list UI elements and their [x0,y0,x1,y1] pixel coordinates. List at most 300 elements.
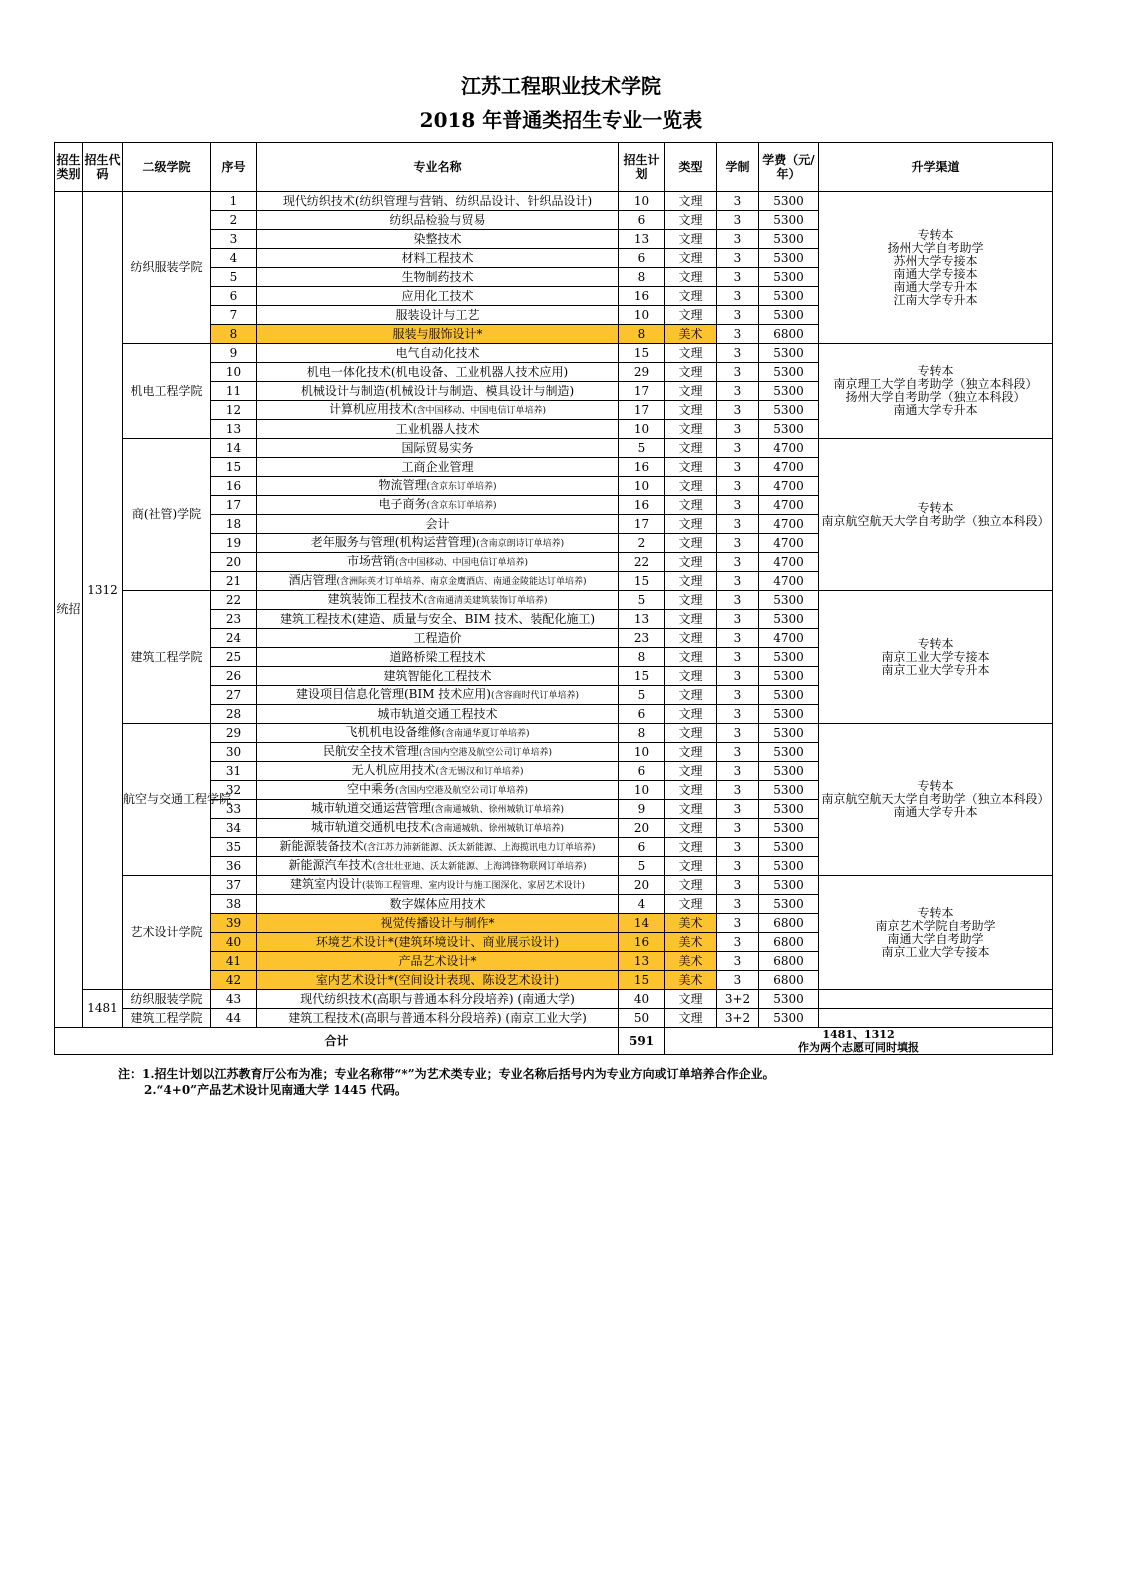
seq-cell: 7 [211,306,257,325]
path-cell [819,876,1053,990]
duration-cell: 3 [717,648,759,667]
seq-cell: 15 [211,458,257,477]
path-cell [819,192,1053,344]
fee-cell: 5300 [759,344,819,363]
fee-cell: 5300 [759,781,819,800]
type-cell: 文理 [665,819,717,838]
major-name: 数字媒体应用技术 [389,896,486,911]
header-type: 类型 [665,143,717,192]
seq-cell: 25 [211,648,257,667]
footnote-2: 2.“4+0”产品艺术设计见南通大学 1445 代码。 [144,1083,407,1097]
path-line: 扬州大学自考助学（独立本科段） [845,390,1026,404]
major-cell [257,724,619,743]
path-line: 南京工业大学专升本 [881,662,990,677]
plan-cell: 15 [619,572,665,591]
plan-cell: 10 [619,306,665,325]
major-cell [257,306,619,325]
admission-table [54,142,1053,1055]
major-cell [257,1009,619,1028]
duration-cell: 3 [717,876,759,895]
type-cell: 文理 [665,306,717,325]
major-name: 材料工程技术 [401,250,474,265]
major-cell [257,249,619,268]
path-line: 江南大学专升本 [893,292,978,307]
major-name: 产品艺术设计* [398,953,477,968]
plan-cell: 17 [619,401,665,420]
seq-cell: 23 [211,610,257,629]
seq-cell: 36 [211,857,257,876]
type-cell: 文理 [665,990,717,1009]
major-cell [257,610,619,629]
header-code: 招生代码 [83,143,123,192]
seq-cell: 13 [211,420,257,439]
major-name: 城市轨道交通运营管理 [310,800,431,815]
duration-cell: 3 [717,724,759,743]
type-cell: 文理 [665,534,717,553]
major-note: (含中国移动、中国电信订单培养) [412,405,547,416]
table-row [55,724,1053,743]
duration-cell: 3 [717,230,759,249]
major-note: (含壮壮亚迪、沃太新能源、上海鸿锋物联网订单培养) [372,861,587,872]
major-cell [257,572,619,591]
major-name: 道路桥梁工程技术 [389,649,486,664]
major-name: 应用化工技术 [401,288,474,303]
duration-cell: 3 [717,895,759,914]
fee-cell: 5300 [759,990,819,1009]
fee-cell: 5300 [759,401,819,420]
path-cell [819,439,1053,591]
duration-cell: 3 [717,496,759,515]
code-cell: 1312 [83,192,123,990]
major-cell [257,914,619,933]
duration-cell: 3 [717,268,759,287]
duration-cell: 3 [717,534,759,553]
major-cell [257,230,619,249]
total-label: 合计 [55,1028,619,1055]
major-cell [257,420,619,439]
duration-cell: 3 [717,401,759,420]
category-cell: 统招 [55,192,83,1028]
major-note: (含容商时代订单培养) [491,690,580,701]
path-line: 南京理工大学自考助学（独立本科段） [833,377,1038,391]
seq-cell: 37 [211,876,257,895]
seq-cell: 30 [211,743,257,762]
type-cell: 文理 [665,268,717,287]
fee-cell: 4700 [759,458,819,477]
major-cell [257,363,619,382]
major-note: (含无锡汉和订单培养) [435,766,524,777]
major-cell [257,268,619,287]
major-name: 市场营销 [346,553,395,568]
major-cell [257,439,619,458]
duration-cell: 3 [717,344,759,363]
major-name: 老年服务与管理(机构运营管理) [310,534,477,549]
major-name: 现代纺织技术(高职与普通本科分段培养) (南通大学) [300,991,575,1006]
duration-cell: 3 [717,477,759,496]
major-name: 会计 [425,516,450,531]
table-row [55,344,1053,363]
major-note: (含京东订单培养) [426,500,497,511]
header-row [55,143,1053,192]
fee-cell: 4700 [759,515,819,534]
fee-cell: 4700 [759,496,819,515]
major-note: (含国内空港及航空公司订单培养) [418,747,553,758]
type-cell: 文理 [665,762,717,781]
path-line: 南京工业大学专接本 [881,944,990,959]
path-line: 专转本 [917,364,954,378]
duration-cell: 3 [717,610,759,629]
path-line: 专转本 [917,905,954,920]
plan-cell: 10 [619,477,665,496]
path-line: 专转本 [917,500,954,515]
path-line: 南京航空航天大学自考助学（独立本科段） [821,513,1050,528]
plan-cell: 8 [619,268,665,287]
type-cell: 美术 [665,971,717,990]
seq-cell: 6 [211,287,257,306]
fee-cell: 5300 [759,686,819,705]
fee-cell: 5300 [759,382,819,401]
major-cell [257,496,619,515]
path-line: 南通大学专接本 [893,266,978,281]
type-cell: 文理 [665,363,717,382]
duration-cell: 3 [717,325,759,344]
major-cell [257,971,619,990]
plan-cell: 15 [619,971,665,990]
fee-cell: 5300 [759,667,819,686]
total-note-2: 作为两个志愿可同时填报 [798,1041,919,1054]
major-cell [257,952,619,971]
major-cell [257,667,619,686]
seq-cell: 14 [211,439,257,458]
duration-cell: 3 [717,287,759,306]
path-line: 扬州大学自考助学 [887,240,984,255]
plan-cell: 16 [619,287,665,306]
plan-cell: 8 [619,325,665,344]
duration-cell: 3 [717,306,759,325]
header-category: 招生类别 [55,143,83,192]
fee-cell: 5300 [759,705,819,724]
plan-cell: 6 [619,705,665,724]
major-cell [257,591,619,610]
duration-cell: 3 [717,211,759,230]
seq-cell: 9 [211,344,257,363]
type-cell: 文理 [665,420,717,439]
major-name: 酒店管理 [288,572,337,587]
college-cell: 纺织服装学院 [123,990,211,1009]
total-row [55,1028,1053,1055]
path-cell [819,591,1053,724]
table-row [55,876,1053,895]
college-cell: 机电工程学院 [123,344,211,439]
major-name: 无人机应用技术 [351,762,436,777]
major-name: 物流管理 [378,477,427,492]
major-cell [257,287,619,306]
major-name: 国际贸易实务 [401,440,474,455]
fee-cell: 5300 [759,1009,819,1028]
plan-cell: 13 [619,952,665,971]
seq-cell: 18 [211,515,257,534]
path-line: 南京艺术学院自考助学 [875,918,996,933]
seq-cell: 11 [211,382,257,401]
path-line: 南京工业大学专接本 [881,649,990,664]
major-name: 视觉传播设计与制作* [380,915,495,930]
path-line: 南通大学专升本 [893,805,978,819]
major-note: (含南通城轨、徐州城轨订单培养) [430,823,565,834]
duration-cell: 3 [717,914,759,933]
major-name: 染整技术 [413,231,462,246]
path-line: 南通大学自考助学 [887,931,984,946]
plan-cell: 29 [619,363,665,382]
duration-cell: 3 [717,515,759,534]
type-cell: 文理 [665,705,717,724]
plan-cell: 40 [619,990,665,1009]
plan-cell: 20 [619,876,665,895]
duration-cell: 3 [717,971,759,990]
seq-cell: 2 [211,211,257,230]
seq-cell: 28 [211,705,257,724]
plan-cell: 20 [619,819,665,838]
major-note: (含南通华夏订单培养) [441,728,530,739]
type-cell: 文理 [665,249,717,268]
plan-cell: 8 [619,648,665,667]
plan-cell: 13 [619,230,665,249]
plan-cell: 4 [619,895,665,914]
plan-cell: 10 [619,743,665,762]
duration-cell: 3 [717,363,759,382]
major-note: (含南通清美建筑装饰订单培养) [423,595,548,606]
major-cell [257,401,619,420]
college-cell: 航空与交通工程学院 [123,724,211,876]
type-cell: 美术 [665,325,717,344]
duration-cell: 3 [717,686,759,705]
type-cell: 文理 [665,857,717,876]
plan-cell: 17 [619,515,665,534]
type-cell: 文理 [665,724,717,743]
type-cell: 文理 [665,211,717,230]
seq-cell: 34 [211,819,257,838]
type-cell: 文理 [665,800,717,819]
duration-cell: 3 [717,591,759,610]
plan-cell: 6 [619,762,665,781]
duration-cell: 3 [717,781,759,800]
seq-cell: 44 [211,1009,257,1028]
fee-cell: 6800 [759,914,819,933]
path-line: 南通大学专升本 [893,403,978,417]
duration-cell: 3 [717,857,759,876]
duration-cell: 3 [717,192,759,211]
fee-cell: 5300 [759,724,819,743]
major-name: 城市轨道交通机电技术 [310,819,431,834]
major-cell [257,515,619,534]
seq-cell: 32 [211,781,257,800]
plan-cell: 5 [619,686,665,705]
path-line: 专转本 [917,779,954,793]
major-cell [257,838,619,857]
major-name: 民航安全技术管理 [322,743,419,758]
major-cell [257,762,619,781]
table-row [55,192,1053,211]
type-cell: 文理 [665,192,717,211]
fee-cell: 5300 [759,819,819,838]
major-note: (含中国移动、中国电信订单培养) [394,557,529,568]
header-path: 升学渠道 [819,143,1053,192]
duration-cell: 3 [717,952,759,971]
major-cell [257,629,619,648]
major-cell [257,477,619,496]
table-row [55,591,1053,610]
duration-cell: 3 [717,249,759,268]
seq-cell: 24 [211,629,257,648]
major-cell [257,534,619,553]
path-line: 专转本 [917,227,954,242]
header-duration: 学制 [717,143,759,192]
fee-cell: 5300 [759,230,819,249]
major-name: 生物制药技术 [401,269,474,284]
plan-cell: 16 [619,496,665,515]
seq-cell: 19 [211,534,257,553]
major-cell [257,933,619,952]
type-cell: 文理 [665,667,717,686]
plan-cell: 16 [619,933,665,952]
seq-cell: 42 [211,971,257,990]
fee-cell: 6800 [759,933,819,952]
fee-cell: 6800 [759,971,819,990]
plan-cell: 23 [619,629,665,648]
major-note: (含南通城轨、徐州城轨订单培养) [430,804,565,815]
type-cell: 文理 [665,553,717,572]
plan-cell: 5 [619,439,665,458]
duration-cell: 3 [717,933,759,952]
major-cell [257,553,619,572]
fee-cell: 5300 [759,610,819,629]
page-subtitle: 2018 年普通类招生专业一览表 [419,108,703,132]
type-cell: 美术 [665,933,717,952]
fee-cell: 5300 [759,876,819,895]
seq-cell: 5 [211,268,257,287]
major-name: 新能源汽车技术 [288,857,373,872]
path-cell-empty [819,1009,1053,1028]
seq-cell: 1 [211,192,257,211]
header-fee: 学费（元/年） [759,143,819,192]
type-cell: 文理 [665,838,717,857]
duration-cell: 3 [717,705,759,724]
seq-cell: 17 [211,496,257,515]
fee-cell: 5300 [759,743,819,762]
header-college: 二级学院 [123,143,211,192]
major-note: (含国内空港及航空公司订单培养) [394,785,529,796]
major-note: (含洲际英才订单培养、南京金鹰酒店、南通金陵能达订单培养) [336,576,587,587]
major-cell [257,325,619,344]
major-cell [257,876,619,895]
fee-cell: 5300 [759,211,819,230]
duration-cell: 3 [717,629,759,648]
type-cell: 文理 [665,458,717,477]
plan-cell: 5 [619,857,665,876]
path-cell-empty [819,990,1053,1009]
fee-cell: 4700 [759,572,819,591]
major-name: 环境艺术设计*(建筑环境设计、商业展示设计) [315,934,560,949]
duration-cell: 3 [717,762,759,781]
plan-cell: 50 [619,1009,665,1028]
major-cell [257,705,619,724]
major-cell [257,382,619,401]
major-cell [257,192,619,211]
fee-cell: 5300 [759,287,819,306]
path-cell [819,344,1053,439]
major-name: 服装与服饰设计* [392,326,483,341]
seq-cell: 38 [211,895,257,914]
plan-cell: 8 [619,724,665,743]
plan-cell: 13 [619,610,665,629]
type-cell: 美术 [665,952,717,971]
major-name: 室内艺术设计*(空间设计表现、陈设艺术设计) [315,972,560,987]
plan-cell: 14 [619,914,665,933]
major-name: 机械设计与制造(机械设计与制造、模具设计与制造) [300,383,575,398]
major-name: 建设项目信息化管理(BIM 技术应用) [295,686,491,701]
fee-cell: 5300 [759,857,819,876]
major-name: 纺织品检验与贸易 [389,212,486,227]
major-name: 现代纺织技术(纺织管理与营销、纺织品设计、针织品设计) [282,193,593,208]
footnotes [118,1066,775,1098]
seq-cell: 10 [211,363,257,382]
major-cell [257,857,619,876]
fee-cell: 5300 [759,192,819,211]
seq-cell: 12 [211,401,257,420]
type-cell: 文理 [665,1009,717,1028]
type-cell: 文理 [665,439,717,458]
major-note: (含京东订单培养) [426,481,497,492]
major-cell [257,800,619,819]
seq-cell: 39 [211,914,257,933]
path-cell [819,724,1053,876]
plan-cell: 6 [619,211,665,230]
major-name: 计算机应用技术 [328,401,413,416]
major-cell [257,781,619,800]
total-plan: 591 [619,1028,665,1055]
type-cell: 文理 [665,401,717,420]
duration-cell: 3 [717,420,759,439]
type-cell: 文理 [665,496,717,515]
type-cell: 文理 [665,743,717,762]
seq-cell: 35 [211,838,257,857]
type-cell: 美术 [665,914,717,933]
seq-cell: 3 [211,230,257,249]
fee-cell: 5300 [759,762,819,781]
duration-cell: 3 [717,667,759,686]
seq-cell: 21 [211,572,257,591]
seq-cell: 16 [211,477,257,496]
major-name: 建筑智能化工程技术 [383,668,492,683]
plan-cell: 10 [619,420,665,439]
seq-cell: 26 [211,667,257,686]
fee-cell: 5300 [759,306,819,325]
major-cell [257,743,619,762]
major-name: 工业机器人技术 [395,421,480,436]
major-name: 建筑工程技术(高职与普通本科分段培养) (南京工业大学) [288,1010,587,1025]
type-cell: 文理 [665,572,717,591]
seq-cell: 20 [211,553,257,572]
major-name: 建筑室内设计 [289,876,362,891]
fee-cell: 6800 [759,952,819,971]
total-note-1: 1481、1312 [822,1028,895,1041]
type-cell: 文理 [665,477,717,496]
duration-cell: 3 [717,458,759,477]
duration-cell: 3 [717,800,759,819]
type-cell: 文理 [665,876,717,895]
fee-cell: 5300 [759,895,819,914]
college-cell: 艺术设计学院 [123,876,211,990]
seq-cell: 40 [211,933,257,952]
